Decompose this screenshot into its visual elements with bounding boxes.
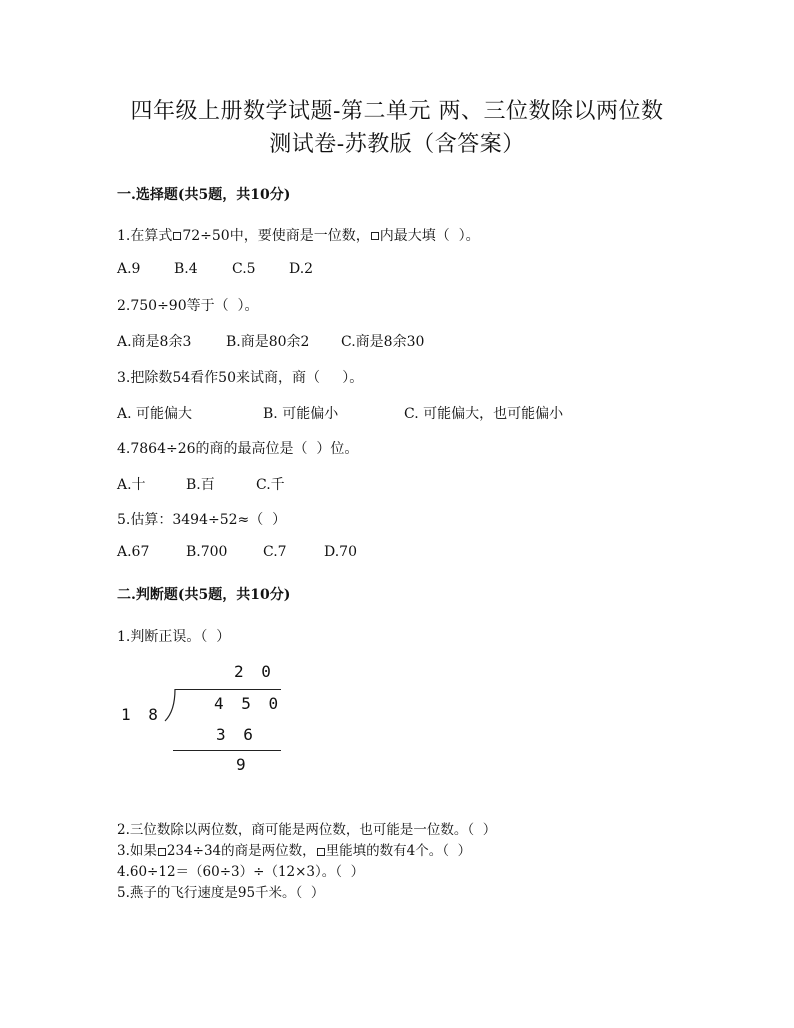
q4-option-b: B.百 — [186, 477, 215, 493]
q5-option-d: D.70 — [324, 544, 357, 560]
division-subtract-line — [173, 750, 281, 751]
q4-option-a: A.十 — [117, 477, 146, 493]
division-dividend: 4 5 0 — [214, 694, 283, 713]
question-1 — [117, 225, 480, 245]
q1-mid: 72÷50中，要使商是一位数， — [182, 228, 370, 244]
question-4: 4.7864÷26的商的最高位是（ ）位。 — [117, 441, 359, 457]
question-3: 3.把除数54看作50来试商，商（ ）。 — [117, 370, 364, 386]
section2-heading: 二.判断题(共5题，共10分) — [117, 587, 291, 603]
q1-option-d: D.2 — [289, 261, 314, 277]
question-2: 2.750÷90等于（ ）。 — [117, 298, 259, 314]
q5-option-c: C.7 — [263, 544, 287, 560]
division-product: 3 6 — [216, 725, 257, 744]
q3-option-b: B. 可能偏小 — [263, 406, 339, 422]
q1-option-b: B.4 — [174, 261, 198, 277]
page-title-line1: 四年级上册数学试题-第二单元 两、三位数除以两位数 — [130, 99, 664, 124]
q3-option-a: A. 可能偏大 — [117, 406, 193, 422]
q2-option-c: C.商是8余30 — [341, 334, 425, 350]
division-remainder: 9 — [236, 755, 250, 774]
q2-option-a: A.商是8余3 — [117, 334, 192, 350]
judge-question-1: 1.判断正误。（ ） — [117, 629, 231, 645]
q1-pre: 1.在算式 — [117, 228, 173, 244]
blank-box-icon — [158, 848, 166, 856]
blank-box-icon — [371, 232, 379, 240]
division-bracket-icon — [163, 689, 179, 723]
section1-heading: 一.选择题(共5题，共10分) — [117, 187, 291, 203]
q4-option-c: C.千 — [256, 477, 285, 493]
q5-option-a: A.67 — [117, 544, 150, 560]
jq3-mid: 234÷34的商是两位数， — [166, 843, 316, 859]
division-bar — [175, 689, 281, 690]
q1-option-c: C.5 — [232, 261, 256, 277]
q1-post: 内最大填（ ）。 — [379, 228, 480, 244]
division-divisor: 1 8 — [121, 705, 162, 724]
question-5: 5.估算：3494÷52≈（ ） — [117, 512, 287, 528]
division-quotient: 2 0 — [234, 662, 275, 681]
judge-question-5: 5.燕子的飞行速度是95千米。（ ） — [117, 885, 325, 901]
jq3-post: 里能填的数有4个。（ ） — [325, 843, 472, 859]
blank-box-icon — [173, 232, 181, 240]
q5-option-b: B.700 — [186, 544, 228, 560]
q3-option-c: C. 可能偏大，也可能偏小 — [404, 406, 564, 422]
jq3-pre: 3.如果 — [117, 843, 157, 859]
q2-option-b: B.商是80余2 — [226, 334, 310, 350]
page-title-line2: 测试卷-苏教版（含答案） — [269, 132, 525, 157]
judge-question-3 — [117, 839, 471, 859]
judge-question-4: 4.60÷12＝（60÷3）÷（12×3）。（ ） — [117, 864, 365, 880]
q1-option-a: A.9 — [117, 261, 141, 277]
judge-question-2: 2.三位数除以两位数，商可能是两位数，也可能是一位数。（ ） — [117, 822, 497, 838]
blank-box-icon — [317, 848, 325, 856]
